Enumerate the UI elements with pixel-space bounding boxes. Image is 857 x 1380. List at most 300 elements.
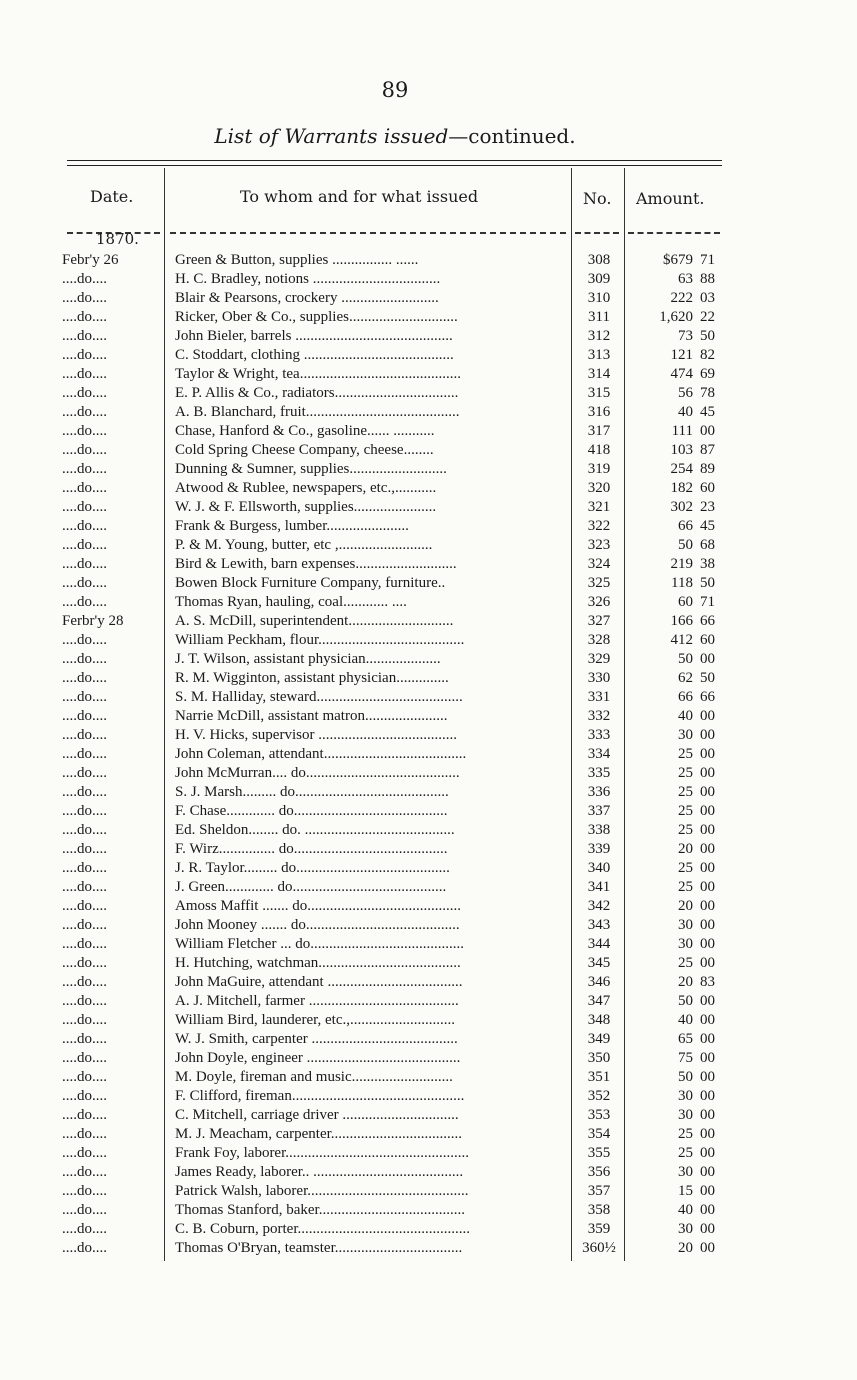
table-row [0,1068,857,1087]
amount-cents: 00 [700,1050,715,1066]
warrant-number: 356 [587,1164,611,1180]
warrant-payee: Blair & Pearsons, crockery .......................... [175,290,439,306]
table-row [0,897,857,916]
warrant-date: ....do.... [62,385,107,401]
amount-dollars: 50 [678,993,693,1009]
amount-cents: 00 [700,765,715,781]
warrant-number: 312 [587,328,611,344]
warrant-date: ....do.... [62,860,107,876]
amount-cents: 00 [700,1240,715,1256]
warrant-payee: James Ready, laborer.. ........................................ [175,1164,464,1180]
amount-cents: 82 [700,347,715,363]
warrant-payee: Patrick Walsh, laborer........................................... [175,1183,469,1199]
warrant-number: 345 [587,955,611,971]
warrant-number: 310 [587,290,611,306]
warrant-number: 359 [587,1221,611,1237]
amount-cents: 50 [700,575,715,591]
amount-dollars: 50 [678,651,693,667]
warrant-date: ....do.... [62,1050,107,1066]
warrant-date: ....do.... [62,347,107,363]
amount-dollars: 25 [678,784,693,800]
header-payee: To whom and for what issued [240,187,479,206]
amount-cents: 66 [700,613,715,629]
warrant-number: 334 [587,746,611,762]
amount-cents: 00 [700,727,715,743]
amount-cents: 00 [700,841,715,857]
warrant-date: ....do.... [62,879,107,895]
warrant-number: 313 [587,347,611,363]
amount-cents: 50 [700,670,715,686]
table-row [0,612,857,631]
amount-dollars: 40 [678,404,693,420]
warrant-date: ....do.... [62,1107,107,1123]
amount-cents: 00 [700,651,715,667]
warrant-number: 349 [587,1031,611,1047]
warrant-payee: A. S. McDill, superintendent............................ [175,613,454,629]
warrant-date: ....do.... [62,993,107,1009]
warrant-date: ....do.... [62,746,107,762]
warrant-payee: John Bieler, barrels .......................................... [175,328,453,344]
table-row [0,574,857,593]
warrant-number: 354 [587,1126,611,1142]
warrant-date: ....do.... [62,765,107,781]
warrant-payee: H. C. Bradley, notions .................................. [175,271,441,287]
amount-cents: 00 [700,784,715,800]
warrant-payee: H. Hutching, watchman...................................... [175,955,461,971]
amount-cents: 00 [700,993,715,1009]
warrant-date: ....do.... [62,575,107,591]
table-row [0,859,857,878]
amount-dollars: 25 [678,822,693,838]
amount-dollars: 20 [678,841,693,857]
warrant-payee: A. J. Mitchell, farmer ........................................ [175,993,459,1009]
warrant-payee: Narrie McDill, assistant matron...................... [175,708,448,724]
warrant-number: 337 [587,803,611,819]
warrant-number: 326 [587,594,611,610]
warrant-number: 335 [587,765,611,781]
warrant-payee: Cold Spring Cheese Company, cheese........ [175,442,434,458]
warrant-number: 346 [587,974,611,990]
table-row [0,1201,857,1220]
table-row [0,517,857,536]
warrant-date: Ferbr'y 28 [62,613,124,629]
amount-cents: 88 [700,271,715,287]
amount-dollars: 25 [678,746,693,762]
warrant-number: 357 [587,1183,611,1199]
table-row [0,403,857,422]
amount-cents: 00 [700,860,715,876]
amount-dollars: 60 [678,594,693,610]
warrant-number: 343 [587,917,611,933]
amount-cents: 23 [700,499,715,515]
table-row [0,821,857,840]
warrant-date: ....do.... [62,1031,107,1047]
warrant-number: 328 [587,632,611,648]
table-row [0,764,857,783]
warrant-number: 352 [587,1088,611,1104]
table-row [0,1087,857,1106]
amount-dollars: 50 [678,1069,693,1085]
warrant-number: 340 [587,860,611,876]
warrant-payee: Atwood & Rublee, newspapers, etc.,........... [175,480,437,496]
warrant-payee: Frank & Burgess, lumber...................... [175,518,409,534]
amount-cents: 38 [700,556,715,572]
warrant-number: 332 [587,708,611,724]
amount-dollars: 30 [678,1221,693,1237]
warrant-number: 329 [587,651,611,667]
warrant-payee: J. R. Taylor......... do......................................... [175,860,450,876]
amount-cents: 22 [700,309,715,325]
page-number: 89 [381,78,409,102]
warrant-number: 315 [587,385,611,401]
table-row [0,327,857,346]
amount-dollars: 25 [678,1126,693,1142]
warrant-date: ....do.... [62,499,107,515]
amount-cents: 00 [700,1107,715,1123]
amount-dollars: 75 [678,1050,693,1066]
amount-dollars: 62 [678,670,693,686]
amount-cents: 00 [700,822,715,838]
table-row [0,745,857,764]
warrant-date: Febr'y 26 [62,252,119,268]
header-number: No. [583,189,612,208]
warrant-date: ....do.... [62,1012,107,1028]
table-row [0,878,857,897]
warrant-number: 314 [587,366,611,382]
amount-cents: 71 [700,594,715,610]
warrant-date: ....do.... [62,974,107,990]
warrant-payee: Dunning & Sumner, supplies.......................... [175,461,447,477]
amount-dollars: 40 [678,1202,693,1218]
warrant-payee: Frank Foy, laborer................................................. [175,1145,470,1161]
warrant-number: 317 [587,423,611,439]
amount-cents: 50 [700,328,715,344]
amount-dollars: 222 [670,290,693,306]
table-row [0,631,857,650]
table-row [0,422,857,441]
amount-cents: 66 [700,689,715,705]
amount-dollars: 30 [678,1107,693,1123]
amount-cents: 71 [700,252,715,268]
warrant-date: ....do.... [62,1145,107,1161]
warrant-payee: E. P. Allis & Co., radiators................................. [175,385,459,401]
amount-dollars: 111 [671,423,693,439]
warrant-payee: F. Wirz............... do......................................... [175,841,448,857]
warrant-number: 330 [587,670,611,686]
warrant-date: ....do.... [62,1183,107,1199]
table-row [0,251,857,270]
warrant-date: ....do.... [62,309,107,325]
header-underline [628,232,720,234]
warrant-number: 322 [587,518,611,534]
warrant-payee: Green & Button, supplies ................ ...... [175,252,419,268]
amount-dollars: 166 [670,613,693,629]
amount-cents: 00 [700,1164,715,1180]
amount-dollars: 1,620 [659,309,693,325]
warrant-payee: Amoss Maffit ....... do......................................... [175,898,461,914]
amount-dollars: 25 [678,955,693,971]
amount-cents: 00 [700,917,715,933]
table-row [0,1106,857,1125]
amount-cents: 69 [700,366,715,382]
warrant-date: ....do.... [62,480,107,496]
amount-cents: 87 [700,442,715,458]
table-row [0,270,857,289]
amount-dollars: 20 [678,898,693,914]
table-row [0,954,857,973]
amount-dollars: 40 [678,1012,693,1028]
warrant-number: 341 [587,879,611,895]
warrant-number: 348 [587,1012,611,1028]
table-row [0,555,857,574]
table-row [0,289,857,308]
amount-dollars: 56 [678,385,693,401]
year-label: 1870. [96,230,139,248]
table-row [0,935,857,954]
amount-dollars: 66 [678,518,693,534]
amount-cents: 00 [700,1088,715,1104]
table-row [0,384,857,403]
header-amount: Amount. [636,189,705,208]
amount-cents: 78 [700,385,715,401]
warrant-number: 342 [587,898,611,914]
warrant-number: 336 [587,784,611,800]
warrant-payee: Chase, Hanford & Co., gasoline...... ........... [175,423,435,439]
amount-cents: 00 [700,879,715,895]
warrant-payee: John Doyle, engineer ......................................... [175,1050,461,1066]
warrant-number: 353 [587,1107,611,1123]
warrant-date: ....do.... [62,594,107,610]
warrant-payee: C. B. Coburn, porter.............................................. [175,1221,470,1237]
warrant-date: ....do.... [62,898,107,914]
amount-dollars: 25 [678,860,693,876]
amount-dollars: 103 [670,442,693,458]
table-row [0,1220,857,1239]
amount-cents: 89 [700,461,715,477]
table-row [0,688,857,707]
amount-dollars: 25 [678,765,693,781]
amount-cents: 00 [700,1221,715,1237]
warrant-number: 320 [587,480,611,496]
warrant-date: ....do.... [62,917,107,933]
warrant-date: ....do.... [62,1088,107,1104]
header-underline [575,232,619,234]
amount-cents: 00 [700,1183,715,1199]
warrant-date: ....do.... [62,1240,107,1256]
table-row [0,1239,857,1258]
warrant-payee: W. J. & F. Ellsworth, supplies...................... [175,499,437,515]
table-row [0,441,857,460]
warrant-number: 311 [588,309,610,325]
table-row [0,346,857,365]
amount-cents: 00 [700,1145,715,1161]
warrant-number: 338 [587,822,611,838]
warrant-date: ....do.... [62,936,107,952]
warrant-date: ....do.... [62,784,107,800]
warrant-payee: J. T. Wilson, assistant physician.................... [175,651,441,667]
warrant-number: 351 [587,1069,611,1085]
amount-cents: 00 [700,1202,715,1218]
warrant-payee: Thomas Ryan, hauling, coal............ .... [175,594,407,610]
warrant-date: ....do.... [62,955,107,971]
warrant-payee: Thomas Stanford, baker....................................... [175,1202,465,1218]
warrant-date: ....do.... [62,423,107,439]
warrant-date: ....do.... [62,708,107,724]
warrant-payee: W. J. Smith, carpenter ....................................... [175,1031,458,1047]
amount-dollars: 182 [670,480,693,496]
table-row [0,1182,857,1201]
warrant-number: 350 [587,1050,611,1066]
table-row [0,992,857,1011]
warrant-number: 308 [587,252,611,268]
amount-cents: 00 [700,1031,715,1047]
table-row [0,365,857,384]
warrant-date: ....do.... [62,1164,107,1180]
amount-dollars: 474 [670,366,693,382]
warrant-date: ....do.... [62,822,107,838]
warrant-number: 360½ [582,1240,616,1256]
warrant-number: 355 [587,1145,611,1161]
warrant-date: ....do.... [62,461,107,477]
warrant-number: 333 [587,727,611,743]
warrant-date: ....do.... [62,556,107,572]
amount-dollars: 30 [678,727,693,743]
warrant-number: 319 [587,461,611,477]
table-row [0,840,857,859]
amount-dollars: 302 [670,499,693,515]
amount-dollars: 66 [678,689,693,705]
warrant-number: 321 [587,499,611,515]
page-title [0,124,790,148]
warrant-payee: Ricker, Ober & Co., supplies............................. [175,309,458,325]
table-row [0,1144,857,1163]
amount-dollars: 40 [678,708,693,724]
warrant-number: 316 [587,404,611,420]
warrant-date: ....do.... [62,1221,107,1237]
warrant-payee: F. Clifford, fireman.............................................. [175,1088,465,1104]
warrant-date: ....do.... [62,670,107,686]
amount-dollars: 63 [678,271,693,287]
warrant-payee: M. Doyle, fireman and music........................... [175,1069,453,1085]
table-row [0,536,857,555]
table-row [0,726,857,745]
table-row [0,1011,857,1030]
amount-dollars: 50 [678,537,693,553]
warrant-date: ....do.... [62,651,107,667]
warrant-payee: William Peckham, flour....................................... [175,632,465,648]
warrant-date: ....do.... [62,442,107,458]
warrant-payee: A. B. Blanchard, fruit......................................... [175,404,460,420]
amount-cents: 00 [700,898,715,914]
warrant-payee: M. J. Meacham, carpenter................................... [175,1126,463,1142]
warrant-payee: J. Green............. do......................................... [175,879,447,895]
warrant-date: ....do.... [62,803,107,819]
title-italic: List of Warrants issued [214,124,449,148]
amount-cents: 83 [700,974,715,990]
amount-dollars: 20 [678,974,693,990]
table-row [0,802,857,821]
warrant-payee: John Mooney ....... do......................................... [175,917,460,933]
amount-dollars: 25 [678,879,693,895]
warrant-number: 325 [587,575,611,591]
warrant-payee: John McMurran.... do......................................... [175,765,460,781]
amount-cents: 00 [700,423,715,439]
amount-cents: 00 [700,746,715,762]
warrant-date: ....do.... [62,404,107,420]
warrant-date: ....do.... [62,1069,107,1085]
top-rule-inner [67,165,722,166]
amount-dollars: 25 [678,803,693,819]
warrant-number: 331 [587,689,611,705]
warrant-number: 327 [587,613,611,629]
warrant-payee: John MaGuire, attendant .................................... [175,974,463,990]
amount-cents: 00 [700,803,715,819]
table-row [0,1163,857,1182]
amount-dollars: 15 [678,1183,693,1199]
header-underline [170,232,566,234]
amount-dollars: 121 [670,347,693,363]
amount-cents: 68 [700,537,715,553]
amount-cents: 00 [700,1012,715,1028]
warrant-date: ....do.... [62,366,107,382]
table-row [0,479,857,498]
table-row [0,650,857,669]
title-rest: —continued. [448,124,576,148]
table-row [0,1030,857,1049]
amount-dollars: 30 [678,1088,693,1104]
table-row [0,973,857,992]
warrant-number: 344 [587,936,611,952]
warrant-payee: S. M. Halliday, steward....................................... [175,689,463,705]
warrant-number: 347 [587,993,611,1009]
amount-dollars: 73 [678,328,693,344]
warrant-date: ....do.... [62,632,107,648]
warrant-payee: William Bird, launderer, etc.,............................ [175,1012,455,1028]
warrant-payee: P. & M. Young, butter, etc ,......................... [175,537,433,553]
warrant-payee: Taylor & Wright, tea........................................... [175,366,461,382]
warrant-payee: S. J. Marsh......... do......................................... [175,784,449,800]
amount-dollars: 30 [678,1164,693,1180]
warrant-number: 323 [587,537,611,553]
warrant-date: ....do.... [62,518,107,534]
amount-dollars: $679 [663,252,693,268]
warrant-payee: Bird & Lewith, barn expenses........................... [175,556,457,572]
warrant-payee: Bowen Block Furniture Company, furniture.. [175,575,446,591]
warrant-date: ....do.... [62,1202,107,1218]
warrant-date: ....do.... [62,727,107,743]
warrant-payee: C. Mitchell, carriage driver ............................... [175,1107,459,1123]
table-row [0,1049,857,1068]
warrant-payee: John Coleman, attendant...................................... [175,746,467,762]
amount-dollars: 118 [671,575,693,591]
warrant-payee: H. V. Hicks, supervisor ..................................... [175,727,457,743]
warrant-date: ....do.... [62,271,107,287]
warrant-payee: William Fletcher ... do......................................... [175,936,464,952]
table-row [0,783,857,802]
warrant-payee: Ed. Sheldon........ do. ........................................ [175,822,455,838]
warrant-payee: F. Chase............. do......................................... [175,803,448,819]
warrant-payee: R. M. Wigginton, assistant physician.............. [175,670,449,686]
warrant-date: ....do.... [62,290,107,306]
amount-cents: 45 [700,404,715,420]
amount-cents: 03 [700,290,715,306]
table-row [0,1125,857,1144]
warrant-payee: C. Stoddart, clothing ........................................ [175,347,454,363]
amount-dollars: 25 [678,1145,693,1161]
warrant-date: ....do.... [62,1126,107,1142]
header-date: Date. [90,187,134,206]
amount-dollars: 30 [678,936,693,952]
